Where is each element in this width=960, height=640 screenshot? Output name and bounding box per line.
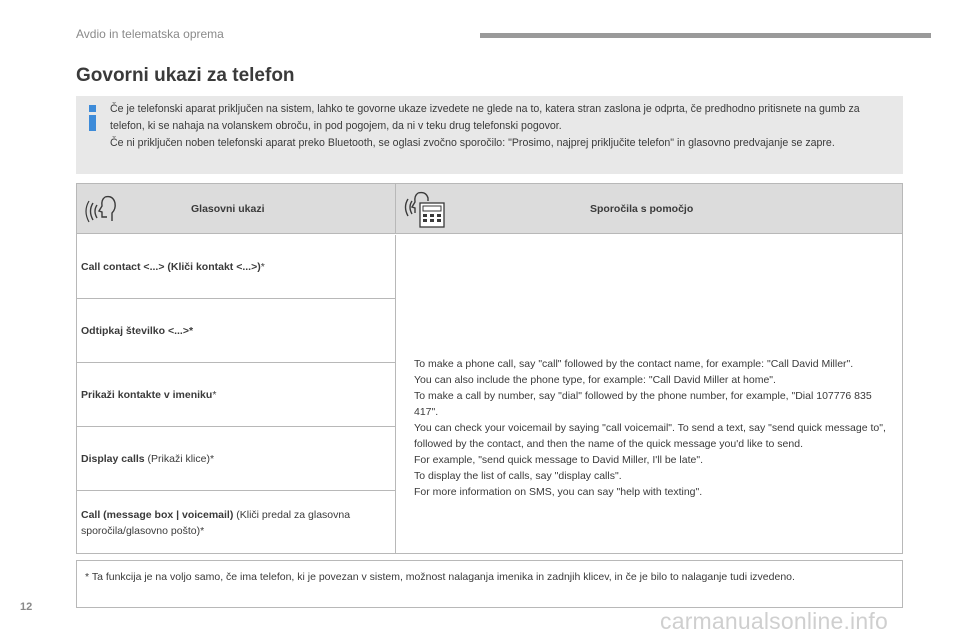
header-rule: [480, 33, 931, 38]
section-header: Avdio in telematska oprema: [76, 27, 224, 41]
voice-command-icon: [85, 191, 121, 225]
command-cell: [77, 363, 396, 427]
command-cell: [77, 235, 396, 299]
footnote-text: * Ta funkcija je na voljo samo, če ima telefon, ki je povezan v sistem, možnost nalaganja imenika in zadnjih klicev, in če je bilo to nalaganje tudi izvedeno.: [85, 571, 795, 583]
page-number: 12: [20, 601, 33, 613]
command-text-normal: (Kliči predal za glasovna sporočila/glasovno pošto): [81, 509, 351, 537]
help-line: For more information on SMS, you can say "help with texting".: [414, 486, 703, 498]
command-text: Call contact <...> (Kliči kontakt <...>): [81, 261, 261, 273]
info-paragraph-2: Če ni priključen noben telefonski aparat preko Bluetooth, se oglasi zvočno sporočilo: "Prosimo, najprej priključite telefon" in glasovno predvajanje se zapre.: [110, 137, 835, 149]
help-line: You can check your voicemail by saying "call voicemail". To send a text, say "send quick message to", followed by the contact, and then the name of the quick message you'd like to send.: [414, 422, 886, 450]
help-line: For example, "send quick message to David Miller, I'll be late".: [414, 454, 704, 466]
table-header-row: [77, 184, 902, 234]
command-asterisk: *: [212, 389, 217, 401]
command-cell: [77, 491, 396, 553]
help-message-cell: [396, 235, 902, 553]
command-cell: [77, 299, 396, 363]
info-text: [110, 101, 890, 152]
command-text: Odtipkaj številko <...>*: [81, 325, 194, 337]
help-line: You can also include the phone type, for example: "Call David Miller at home".: [414, 374, 776, 386]
command-asterisk: *: [200, 525, 205, 537]
command-text: Prikaži kontakte v imeniku: [81, 389, 213, 401]
command-text: Call (message box | voicemail): [81, 509, 234, 521]
help-line: To make a call by number, say "dial" followed by the phone number, for example, "Dial 107776 835 417".: [414, 390, 872, 418]
help-message-text: [414, 356, 888, 500]
info-paragraph-1: Če je telefonski aparat priključen na sistem, lahko te govorne ukaze izvedete ne glede na to, katera stran zaslona je odprta, če predhodno pritisnete na gumb za telefon, ki se nahaja na volanskem obroču, in pod pogojem, da ni v teku drug telefonski pogovor.: [110, 103, 860, 132]
voice-commands-table: [76, 183, 903, 554]
help-line: To display the list of calls, say "display calls".: [414, 470, 622, 482]
footnote-box: [76, 560, 903, 608]
command-asterisk: *: [260, 261, 265, 273]
help-line: To make a phone call, say "call" followed by the contact name, for example: "Call David Miller".: [414, 358, 854, 370]
table-header-commands-label: Glasovni ukazi: [191, 203, 265, 215]
command-text: Display calls: [81, 453, 145, 465]
table-header-commands: [77, 184, 396, 234]
command-cell: [77, 427, 396, 491]
command-text-normal: (Prikaži klice): [144, 453, 210, 465]
table-header-help-messages: [396, 184, 902, 234]
voice-help-message-icon: [402, 189, 448, 229]
command-asterisk: *: [209, 453, 215, 465]
info-box: [76, 96, 903, 174]
watermark: carmanualsonline.info: [660, 608, 888, 634]
info-icon: [86, 102, 100, 132]
table-header-help-label: Sporočila s pomočjo: [590, 203, 694, 215]
page-title: Govorni ukazi za telefon: [76, 65, 295, 86]
